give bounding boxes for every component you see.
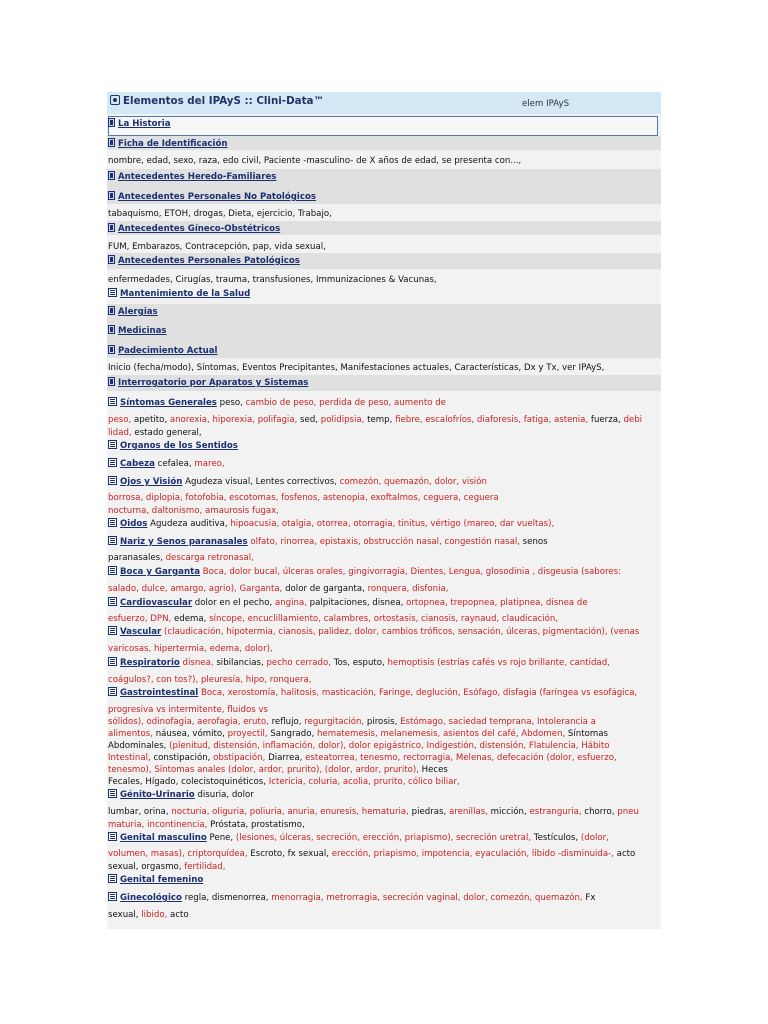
- highlighted-term: esfuerzo, DPN,: [108, 614, 172, 624]
- document-line: [108, 626, 639, 638]
- body-text: Agudeza visual, Lentes correctivos,: [182, 477, 340, 487]
- highlighted-term: nocturna, daltonismo, amaurosis fugax,: [108, 506, 279, 516]
- document-header: [107, 92, 661, 114]
- document-line: [108, 255, 300, 267]
- document-line: [108, 156, 521, 167]
- document-line: [108, 753, 617, 764]
- document-line: [108, 657, 610, 669]
- highlighted-term: (lesiones, úlceras, secreción, erección, priapismo), secreción uretral,: [235, 833, 532, 843]
- highlighted-term: estranguria,: [529, 807, 582, 817]
- highlighted-term: pneu: [617, 807, 639, 817]
- section-link[interactable]: [118, 346, 217, 356]
- highlighted-term: erección, priapismo, impotencia, eyaculación, libido -disminuida-,: [331, 849, 614, 859]
- document-line: [108, 717, 596, 728]
- document-line: [108, 440, 238, 452]
- highlighted-term: tenesmo), Síntomas anales (dolor, ardor, prurito), (dolor, ardor, prurito),: [108, 765, 419, 775]
- document-line: [108, 849, 635, 860]
- highlighted-term: lidad,: [108, 428, 132, 438]
- body-text: acto: [613, 849, 636, 859]
- highlighted-term: arenillas,: [448, 807, 488, 817]
- document-line: [108, 242, 326, 253]
- highlighted-term: nocturia, oliguria, poliuria, anuria, enuresis, hematuria,: [171, 807, 409, 817]
- highlighted-term: ronquera, disfonia,: [367, 584, 449, 594]
- document-panel: [107, 92, 661, 929]
- document-line: [108, 493, 499, 504]
- section-link-label: Boca y Garganta: [120, 567, 200, 577]
- body-text: peso,: [216, 398, 246, 408]
- target-icon: [110, 95, 120, 105]
- list-icon: [108, 440, 117, 449]
- section-link[interactable]: [118, 139, 227, 149]
- highlighted-term: proyectil,: [227, 729, 268, 739]
- body-text: pirosis,: [364, 717, 401, 727]
- body-text: nombre, edad, sexo, raza, edo civil, Paciente -masculino- de X años de edad, se presenta con...,: [108, 156, 522, 166]
- section-link-label: Ficha de Identificación: [118, 139, 228, 149]
- section-link[interactable]: [120, 477, 182, 487]
- list-icon: [108, 566, 117, 575]
- body-text: Escroto, fx sexual,: [247, 849, 332, 859]
- list-icon: [108, 288, 117, 297]
- book-icon: [108, 223, 115, 232]
- document-line: [108, 614, 558, 625]
- highlighted-term: Boca, dolor bucal, úlceras orales, gingivorragia, Dientes, Lengua, glosodinia , disgeusia (sabores:: [202, 567, 621, 577]
- document-line: [108, 275, 437, 286]
- book-icon: [108, 191, 115, 200]
- book-icon: [108, 255, 115, 264]
- document-line: [108, 644, 273, 655]
- highlighted-term: menorragia, metrorragia, secreción vaginal, dolor, comezón, quemazón,: [271, 893, 583, 903]
- document-line: [108, 765, 448, 776]
- section-link-label: Antecedentes Heredo-Familiares: [118, 172, 277, 182]
- highlighted-term: progresiva vs intermitente, fluidos vs: [108, 705, 268, 715]
- document-line: [108, 506, 279, 517]
- list-icon: [108, 789, 117, 798]
- list-icon: [108, 657, 117, 666]
- body-text: paranasales,: [108, 553, 166, 563]
- section-link-label: Genital femenino: [120, 875, 204, 885]
- document-line: [108, 910, 189, 921]
- document-line: [108, 288, 250, 300]
- body-text: Agudeza auditiva,: [147, 519, 231, 529]
- section-link[interactable]: [120, 537, 248, 547]
- section-link[interactable]: [120, 833, 207, 843]
- highlighted-term: pecho cerrado,: [266, 658, 331, 668]
- body-text: Tos, esputo,: [331, 658, 388, 668]
- highlighted-term: ortopnea, trepopnea, platipnea, disnea de: [406, 598, 588, 608]
- la-historia-box: [108, 116, 658, 136]
- body-text: palpitaciones, disnea,: [306, 598, 407, 608]
- document-line: [108, 458, 225, 470]
- body-text: enfermedades, Cirugías, trauma, transfusiones, Immunizaciones & Vacunas,: [108, 275, 437, 285]
- highlighted-term: borrosa, diplopia, fotofobia, escotomas, fosfenos, astenopia, exoftalmos, ceguera, ceguera: [108, 493, 499, 503]
- section-link-label: Alergias: [118, 307, 158, 317]
- body-text: chorro,: [581, 807, 618, 817]
- section-link-label: Padecimiento Actual: [118, 346, 218, 356]
- list-icon: [108, 458, 117, 467]
- section-link[interactable]: [118, 378, 308, 388]
- document-line: [108, 597, 588, 609]
- section-link[interactable]: [120, 688, 198, 698]
- section-link[interactable]: [120, 289, 250, 299]
- document-line: [108, 209, 332, 220]
- document-line: [108, 777, 460, 788]
- document-line: [108, 553, 254, 564]
- list-icon: [108, 626, 117, 635]
- body-text: temp,: [364, 415, 396, 425]
- document-line: [108, 892, 595, 904]
- highlighted-term: volumen, masas), criptorquídea,: [108, 849, 248, 859]
- section-link-label: La Historia: [118, 119, 171, 129]
- document-line: [108, 584, 449, 595]
- section-link-label: Mantenimiento de la Salud: [120, 289, 251, 299]
- section-link-label: Nariz y Senos paranasales: [120, 537, 248, 547]
- list-icon: [108, 518, 117, 527]
- document-line: [108, 687, 637, 699]
- body-text: cefalea,: [154, 459, 195, 469]
- body-text: dolor en el pecho,: [192, 598, 275, 608]
- body-text: Pene,: [206, 833, 236, 843]
- body-text: Abdominales,: [108, 741, 170, 751]
- body-text: Fecales, Hígado, colecistoquinéticos,: [108, 777, 269, 787]
- highlighted-term: peso,: [108, 415, 132, 425]
- section-link-label: Organos de los Sentidos: [120, 441, 238, 451]
- section-link-label: Cabeza: [120, 459, 155, 469]
- highlighted-term: alimentos,: [108, 729, 153, 739]
- highlighted-term: comezón, quemazón, dolor, visión: [339, 477, 487, 487]
- section-link[interactable]: [118, 192, 316, 202]
- list-icon: [108, 892, 117, 901]
- highlighted-term: hemoptisis (estrías cafés vs rojo brillante, cantidad,: [387, 658, 610, 668]
- body-text: fuerza,: [588, 415, 624, 425]
- body-text: sibilancias,: [213, 658, 267, 668]
- body-text: tabaquismo, ETOH, drogas, Dieta, ejercicio, Trabajo,: [108, 209, 332, 219]
- document-line: [108, 306, 158, 318]
- document-line: [108, 415, 642, 426]
- section-link[interactable]: [118, 256, 300, 266]
- section-link-label: Interrogatorio por Aparatos y Sistemas: [118, 378, 309, 388]
- list-icon: [108, 874, 117, 883]
- document-line: [108, 675, 312, 686]
- section-link-label: Ojos y Visión: [120, 477, 183, 487]
- section-link-label: Gastrointestinal: [120, 688, 199, 698]
- body-text: edema,: [171, 614, 210, 624]
- document-line: [108, 741, 609, 752]
- document-header-label: elem IPAyS: [522, 99, 570, 109]
- section-link-label: Medicinas: [118, 326, 167, 336]
- document-line: [108, 345, 217, 357]
- section-link[interactable]: [118, 172, 276, 182]
- highlighted-term: Boca, xerostomía, halitosis, masticación, Faringe, deglución, Esófago, disfagia (faríngea vs esofágica,: [201, 688, 638, 698]
- document-line: [108, 363, 604, 374]
- section-link[interactable]: [120, 658, 180, 668]
- highlighted-term: obstipación,: [213, 753, 266, 763]
- document-title: [110, 95, 324, 107]
- section-link[interactable]: [118, 224, 280, 234]
- highlighted-term: varicosas, hipertermia, edema, dolor),: [108, 644, 273, 654]
- list-icon: [108, 536, 117, 545]
- book-icon: [108, 171, 115, 180]
- document-line: [108, 377, 308, 389]
- book-icon: [108, 306, 115, 315]
- highlighted-term: debi: [623, 415, 643, 425]
- highlighted-term: Ictericia, coluria, acolia, prurito, cólico biliar,: [268, 777, 460, 787]
- list-icon: [108, 397, 117, 406]
- book-icon: [108, 345, 115, 354]
- list-icon: [108, 597, 117, 606]
- highlighted-term: disnea,: [182, 658, 214, 668]
- section-link-label: Antecedentes Gíneco-Obstétricos: [118, 224, 281, 234]
- highlighted-term: (dolor,: [580, 833, 609, 843]
- highlighted-term: polidipsia,: [320, 415, 365, 425]
- body-text: náusea, vómito,: [152, 729, 228, 739]
- body-text: micción,: [487, 807, 530, 817]
- highlighted-term: anorexia, hiporexia, polifagia,: [169, 415, 298, 425]
- document-line: [108, 518, 554, 530]
- document-line: [108, 789, 254, 801]
- body-text: Diarrea,: [265, 753, 306, 763]
- document-line: [108, 191, 316, 203]
- section-link-label: Génito-Urinario: [120, 790, 195, 800]
- highlighted-term: regurgitación,: [304, 717, 365, 727]
- body-text: reflujo,: [268, 717, 305, 727]
- document-line: [108, 223, 280, 235]
- section-link[interactable]: [120, 790, 195, 800]
- section-link[interactable]: [120, 567, 200, 577]
- section-link-label: Respiratorio: [120, 658, 180, 668]
- highlighted-term: angina,: [274, 598, 307, 608]
- document-line: [108, 807, 639, 818]
- body-text: Sangrado,: [267, 729, 317, 739]
- highlighted-term: esteatorrea, tenesmo, rectorragia, Melenas, defecación (dolor, esfuerzo,: [305, 753, 617, 763]
- document-line: [108, 428, 202, 439]
- book-icon: [108, 325, 115, 334]
- body-text: lumbar, orina,: [108, 807, 172, 817]
- body-text: dolor de garganta,: [282, 584, 368, 594]
- document-line: [108, 862, 226, 873]
- section-link[interactable]: [120, 398, 217, 408]
- highlighted-term: mareo,: [194, 459, 225, 469]
- section-link[interactable]: [120, 519, 147, 529]
- body-text: constipación,: [150, 753, 214, 763]
- section-link[interactable]: [120, 627, 161, 637]
- highlighted-term: fiebre, escalofríos, diaforesis, fatiga, astenia,: [395, 415, 589, 425]
- section-link-label: Vascular: [120, 627, 162, 637]
- document-line: [108, 138, 227, 150]
- book-icon: [108, 138, 115, 147]
- body-text: estado general,: [131, 428, 202, 438]
- section-link[interactable]: [120, 459, 155, 469]
- list-icon: [108, 832, 117, 841]
- section-link-label: Síntomas Generales: [120, 398, 217, 408]
- body-text: Síntomas: [565, 729, 608, 739]
- highlighted-term: cambio de peso, perdida de peso, aumento de: [245, 398, 446, 408]
- body-text: sed,: [297, 415, 321, 425]
- body-text: Heces: [418, 765, 448, 775]
- section-link-label: Antecedentes Personales No Patológicos: [118, 192, 316, 202]
- body-text: sexual, orgasmo,: [108, 862, 185, 872]
- highlighted-term: coágulos?, con tos?), pleuresía, hipo, ronquera,: [108, 675, 312, 685]
- body-text: sexual,: [108, 910, 142, 920]
- book-icon: [108, 377, 115, 386]
- body-text: FUM, Embarazos, Contracepción, pap, vida sexual,: [108, 242, 326, 252]
- section-link[interactable]: [120, 893, 182, 903]
- document-line: [108, 118, 171, 130]
- section-link[interactable]: [118, 326, 167, 336]
- highlighted-term: (claudicación, hipotermia, cianosis, palidez, dolor, cambios tróficos, sensación, úlceras, pigmentación), (venas: [164, 627, 640, 637]
- section-link-label: Antecedentes Personales Patológicos: [118, 256, 300, 266]
- body-text: apetito,: [131, 415, 170, 425]
- document-line: [108, 820, 305, 831]
- highlighted-term: salado, dulce, amargo, agrio), Garganta,: [108, 584, 283, 594]
- highlighted-term: olfato, rinorrea, epistaxis, obstrucción nasal, congestión nasal,: [250, 537, 520, 547]
- body-text: Fx: [582, 893, 596, 903]
- document-line: [108, 325, 167, 337]
- highlighted-term: maturia, incontinencia,: [108, 820, 208, 830]
- body-text: Inicio (fecha/modo), Síntomas, Eventos Precipitantes, Manifestaciones actuales, Características, Dx y Tx, ver IPAyS,: [108, 363, 605, 373]
- document-line: [108, 171, 276, 183]
- section-link-label: Oidos: [120, 519, 148, 529]
- list-icon: [108, 687, 117, 696]
- document-line: [108, 832, 609, 844]
- document-line: [108, 874, 203, 886]
- highlighted-term: fertilidad,: [184, 862, 226, 872]
- highlighted-term: hematemesis, melanemesis, asientos del café, Abdomen,: [316, 729, 566, 739]
- highlighted-term: libido,: [141, 910, 168, 920]
- section-link-label: Cardiovascular: [120, 598, 193, 608]
- section-link[interactable]: [118, 119, 171, 129]
- frame-icon: [108, 118, 115, 127]
- body-text: acto: [167, 910, 189, 920]
- highlighted-term: hipoacusia, otalgia, otorrea, otorragia, tinitus, vértigo (mareo, dar vueltas),: [230, 519, 555, 529]
- section-link-label: Ginecológico: [120, 893, 182, 903]
- document-line: [108, 705, 268, 716]
- document-line: [108, 397, 446, 409]
- document-line: [108, 536, 548, 548]
- section-link[interactable]: [120, 875, 203, 885]
- body-text: Testículos,: [531, 833, 581, 843]
- section-link[interactable]: [120, 598, 192, 608]
- list-icon: [108, 476, 117, 485]
- section-link[interactable]: [118, 307, 158, 317]
- body-text: disuria, dolor: [194, 790, 254, 800]
- section-link[interactable]: [120, 441, 238, 451]
- document-line: [108, 729, 608, 740]
- body-text: Próstata, prostatismo,: [207, 820, 305, 830]
- highlighted-term: sólidos), odinofagia, aerofagia, eruto,: [108, 717, 269, 727]
- highlighted-term: Estómago, saciedad temprana, Intolerancia a: [400, 717, 596, 727]
- section-link-label: Genital masculino: [120, 833, 207, 843]
- body-text: regla, dismenorrea,: [181, 893, 272, 903]
- highlighted-term: síncope, encuclillamiento, calambres, ortostasis, cianosis, raynaud, claudicación,: [209, 614, 559, 624]
- body-text: senos: [519, 537, 548, 547]
- body-text: piedras,: [408, 807, 449, 817]
- document-title-text: Elementos del IPAyS :: Clini-Data™: [123, 95, 324, 107]
- highlighted-term: (plenitud, distensión, inflamación, dolor), dolor epigástrico, Indigestión, distensión, Flatulencia, Hábito: [169, 741, 610, 751]
- document-line: [108, 476, 487, 488]
- document-line: [108, 566, 621, 578]
- highlighted-term: Intestinal,: [108, 753, 151, 763]
- highlighted-term: descarga retronasal,: [165, 553, 254, 563]
